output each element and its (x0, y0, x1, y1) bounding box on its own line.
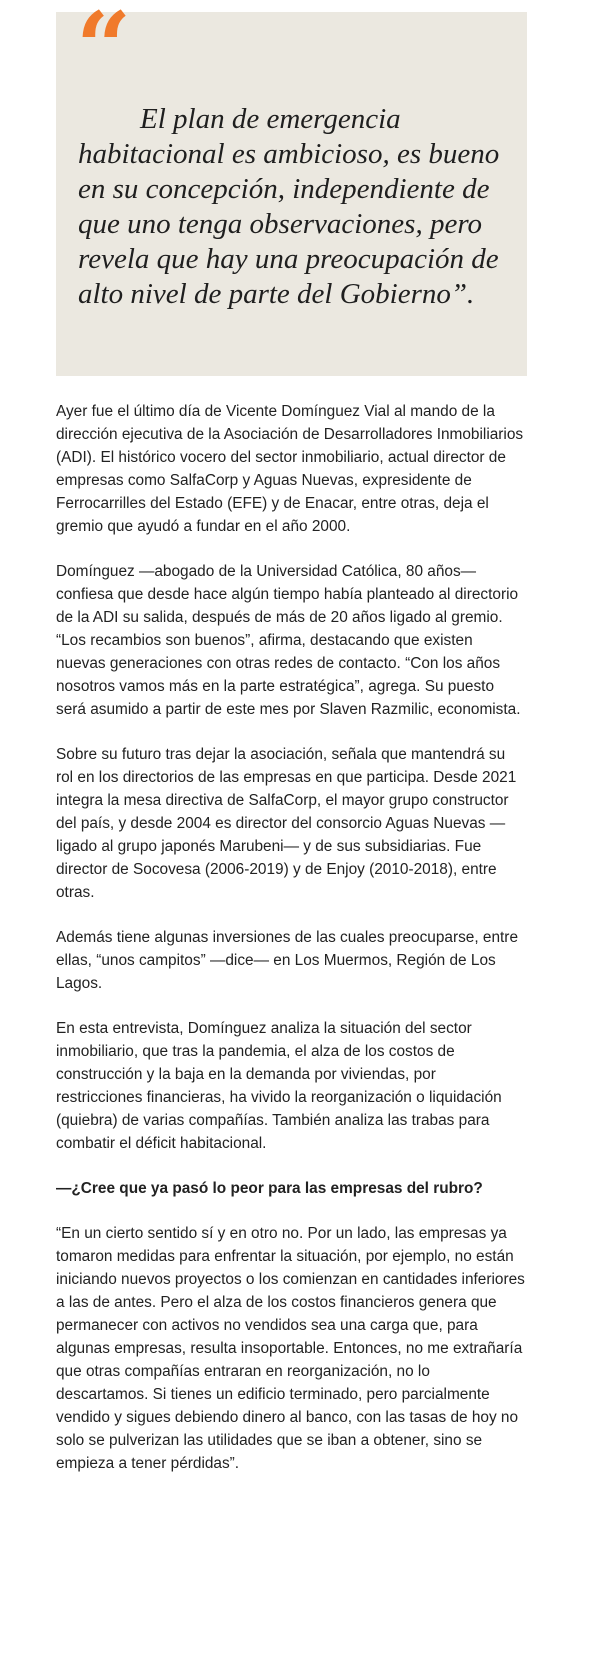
article-paragraph: Además tiene algunas inversiones de las cuales preocuparse, entre ellas, “unos campitos” —dice— en Los Muermos, Región de Los Lagos. (56, 929, 518, 992)
article-paragraph: Domínguez —abogado de la Universidad Católica, 80 años— confiesa que desde hace algún tiempo había planteado al directorio de la ADI su salida, después de más de 20 años ligado al gremio. “Los recambios son buenos”, afirma, destacando que existen nuevas generaciones con otras redes de contacto. “Con los años nosotros vamos más en la parte estratégica”, agrega. Su puesto será asumido a partir de este mes por Slaven Razmilic, economista. (56, 563, 521, 718)
pull-quote-box (56, 0, 527, 376)
pull-quote-text: El plan de emergencia habitacional es ambicioso, es bueno en su concepción, independiente de que uno tenga observaciones, pero revela que hay una preocupación de alto nivel de parte del Gobierno”. (78, 103, 500, 310)
article-paragraph: Sobre su futuro tras dejar la asociación, señala que mantendrá su rol en los directorios de las empresas en que participa. Desde 2021 integra la mesa directiva de SalfaCorp, el mayor grupo constructor del país, y desde 2004 es director del consorcio Aguas Nuevas —ligado al grupo japonés Marubeni— y de sus subsidiarias. Fue director de Socovesa (2006-2019) y de Enjoy (2010-2018), entre otras. (56, 746, 517, 901)
interview-answer: “En un cierto sentido sí y en otro no. Por un lado, las empresas ya tomaron medidas para enfrentar la situación, por ejemplo, no están iniciando nuevos proyectos o los comienzan en cantidades inferiores a las de antes. Pero el alza de los costos financieros genera que permanecer con activos no vendidos sea una carga que, para algunas empresas, resulta insoportable. Entonces, no me extrañaría que otras compañías entraran en reorganización, no lo descartamos. Si tienes un edificio terminado, pero parcialmente vendido y sigues debiendo dinero al banco, con las tasas de hoy no solo se pulverizan las utilidades que se iban a obtener, sino se empieza a tener pérdidas”. (56, 1225, 525, 1472)
quotation-mark-icon: “ (76, 0, 132, 104)
article-paragraph: En esta entrevista, Domínguez analiza la situación del sector inmobiliario, que tras la pandemia, el alza de los costos de construcción y la baja en la demanda por viviendas, por restricciones financieras, ha vivido la reorganización o liquidación (quiebra) de varias compañías. También analiza las trabas para combatir el déficit habitacional. (56, 1020, 502, 1152)
interview-question: —¿Cree que ya pasó lo peor para las empresas del rubro? (56, 1180, 483, 1197)
article-body (56, 400, 526, 1497)
article-paragraph: Ayer fue el último día de Vicente Domínguez Vial al mando de la dirección ejecutiva de la Asociación de Desarrolladores Inmobiliarios (ADI). El histórico vocero del sector inmobiliario, actual director de empresas como SalfaCorp y Aguas Nuevas, expresidente de Ferrocarrilles del Estado (EFE) y de Enacar, entre otras, deja el gremio que ayudó a fundar en el año 2000. (56, 403, 524, 535)
